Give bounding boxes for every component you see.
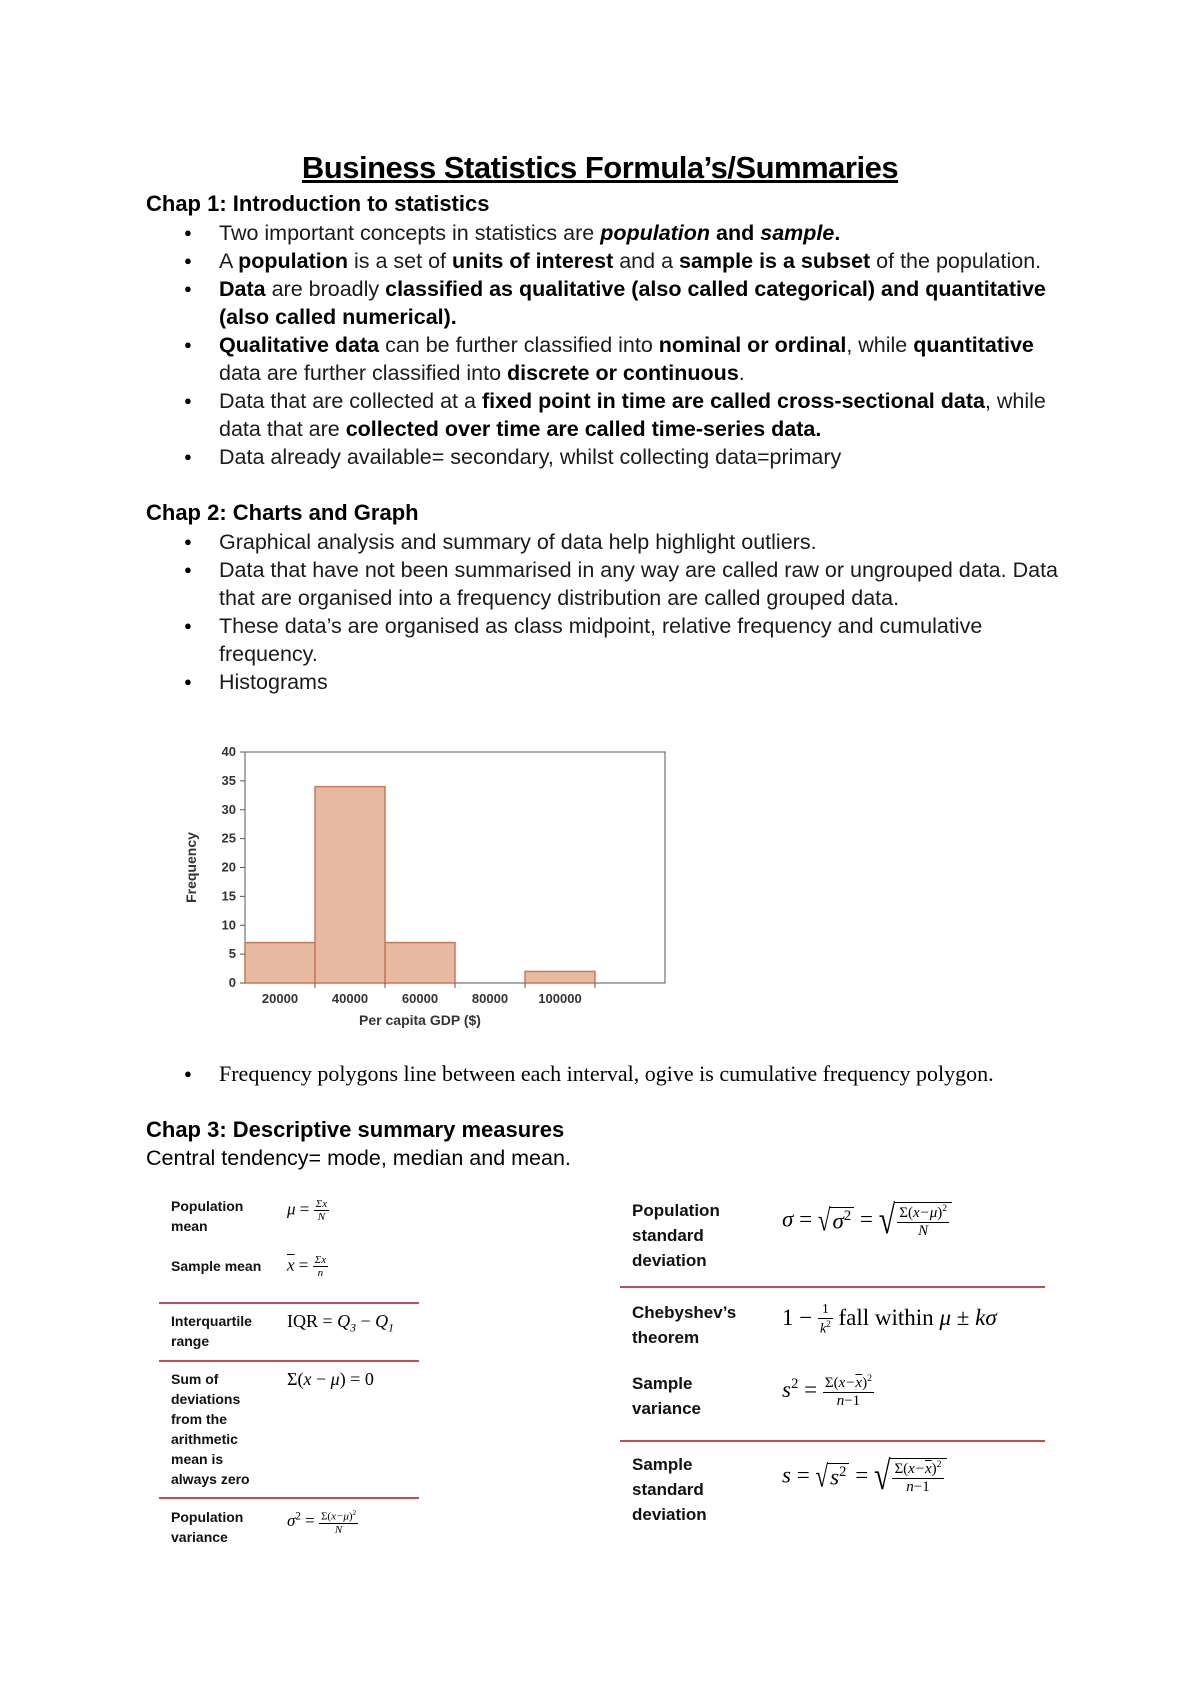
list-item: ● Graphical analysis and summary of data help highlight outliers. xyxy=(146,528,1066,556)
formula-label: Population standard deviation xyxy=(632,1201,720,1270)
y-tick-label: 40 xyxy=(221,744,236,759)
formula-label: Interquartile range xyxy=(171,1313,252,1349)
formula-label: Population mean xyxy=(171,1198,244,1234)
formula-label: Chebyshev’s theorem xyxy=(632,1303,737,1347)
y-tick-label: 15 xyxy=(221,888,236,904)
histogram-bar-100000 xyxy=(525,971,595,983)
histogram-bar-60000 xyxy=(385,943,455,983)
list-item: ● Data that are collected at a fixed point in time are called cross-sectional data, while data that are collected over time are called time-series data. xyxy=(146,387,1066,443)
x-tick-label: 80000 xyxy=(471,991,509,1006)
chap2-heading: Chap 2: Charts and Graph xyxy=(146,500,419,525)
chap2-after-list xyxy=(146,1060,1066,1088)
y-tick-label: 35 xyxy=(221,772,236,788)
histogram-chart xyxy=(180,730,680,1030)
x-axis-label: Per capita GDP ($) xyxy=(359,1012,481,1028)
formula-table-right xyxy=(620,1190,1045,1532)
chebyshev-text: fall within xyxy=(838,1305,934,1331)
y-tick-label: 30 xyxy=(221,801,236,817)
population-variance-formula: $\sigma^2$ = $\frac{\Sigma(x-\mu)^2}{N}$ xyxy=(287,1509,357,1536)
x-tick-label: 100000 xyxy=(538,991,582,1006)
population-sd-formula: $\sigma = √\sigma^2$ = √ $\frac{\Sigma(x-\mu)^2}{N}$ xyxy=(782,1202,952,1240)
x-tick-label: 20000 xyxy=(261,991,299,1006)
x-tick-label: 40000 xyxy=(331,991,369,1006)
chap3-heading: Chap 3: Descriptive summary measures xyxy=(146,1117,565,1142)
list-item: ● Data already available= secondary, whilst collecting data=primary xyxy=(146,443,1066,471)
sample-mean-formula: $\overline{x}$ = $\frac{\Sigma x}{n}$ xyxy=(287,1254,327,1279)
formula-label: Sum of deviations from the arithmetic mean is always zero xyxy=(171,1371,250,1487)
page-title: Business Statistics Formula’s/Summaries xyxy=(301,150,899,185)
formula-row-population-sd xyxy=(620,1190,1045,1288)
list-item: ● Frequency polygons line between each interval, ogive is cumulative frequency polygon. xyxy=(146,1060,1066,1088)
list-item: ● A population is a set of units of interest and a sample is a subset of the population. xyxy=(146,247,1066,275)
y-axis-label: Frequency xyxy=(183,832,199,903)
population-mean-formula: μ = $\frac{\Sigma x}{N}$ xyxy=(287,1198,328,1223)
list-item: ● Qualitative data can be further classified into nominal or ordinal, while quantitative data are further classified into discrete or continuous. xyxy=(146,331,1066,387)
formula-table-left xyxy=(159,1192,419,1554)
y-tick-label: 5 xyxy=(228,946,236,962)
formula-row-sample-variance xyxy=(620,1363,1045,1442)
histogram-bar-20000 xyxy=(245,943,315,983)
formula-label: Sample variance xyxy=(632,1374,701,1418)
list-item: ● Data that have not been summarised in any way are called raw or ungrouped data. Data that are organised into a frequency distribution are called grouped data. xyxy=(146,556,1066,612)
y-tick-label: 25 xyxy=(221,830,236,846)
formula-row-sum-deviations xyxy=(159,1362,419,1499)
formula-label: Sample standard deviation xyxy=(632,1455,707,1524)
central-tendency-text: Central tendency= mode, median and mean. xyxy=(146,1146,571,1170)
sample-variance-formula: $s^2$ = $\frac{\Sigma(x-\overline{x})^2}{n-1}$ xyxy=(782,1373,872,1409)
iqr-formula: IQR = $Q_3 - Q_1$ xyxy=(287,1311,394,1335)
chebyshev-formula: 1 − $\frac{1}{k^2}$ fall within μ ± kσ xyxy=(782,1302,997,1337)
formula-row-sample-sd xyxy=(620,1442,1045,1532)
sum-deviations-formula: Σ(x − μ) = 0 xyxy=(287,1369,374,1389)
chap1-heading: Chap 1: Introduction to statistics xyxy=(146,191,490,216)
y-tick-label: 0 xyxy=(228,975,236,990)
chap1-bullet-list xyxy=(146,219,1066,471)
formula-row-population-variance xyxy=(159,1499,419,1554)
y-tick-label: 20 xyxy=(221,859,236,875)
histogram-bar-40000 xyxy=(315,787,385,983)
formula-row-chebyshev xyxy=(620,1288,1045,1363)
list-item: ● Histograms xyxy=(146,668,1066,696)
list-item: ● Data are broadly classified as qualitative (also called categorical) and quantitative (also called numerical). xyxy=(146,275,1066,331)
formula-row-sample-mean xyxy=(159,1252,419,1304)
sample-sd-formula: $s = √s^2$ = √ $\frac{\Sigma(x-\overline{x})^2}{n-1}$ xyxy=(782,1458,947,1496)
list-item: ● Two important concepts in statistics are population and sample. xyxy=(146,219,1066,247)
list-item: ● These data’s are organised as class midpoint, relative frequency and cumulative frequency. xyxy=(146,612,1066,668)
chap2-bullet-list xyxy=(146,528,1066,696)
formula-label: Population variance xyxy=(171,1509,244,1545)
formula-row-iqr xyxy=(159,1304,419,1362)
x-tick-label: 60000 xyxy=(401,991,439,1006)
y-tick-label: 10 xyxy=(221,917,236,933)
formula-label: Sample mean xyxy=(171,1258,262,1274)
formula-row-population-mean xyxy=(159,1192,419,1252)
